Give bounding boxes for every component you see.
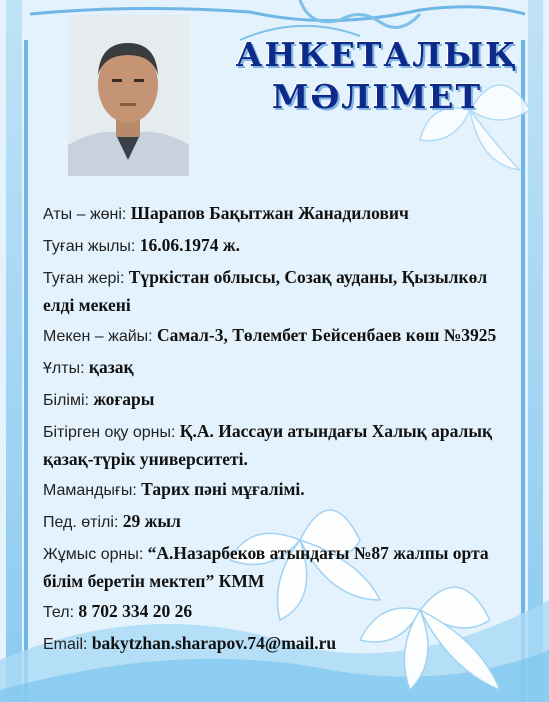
field-value: жоғары xyxy=(93,389,155,409)
field-value: Шарапов Бақытжан Жанадилович xyxy=(130,203,409,223)
field-education xyxy=(43,386,515,414)
field-address xyxy=(43,322,515,350)
field-value: 8 702 334 20 26 xyxy=(78,601,193,621)
field-value: Түркістан облысы, Созақ ауданы, Қызылкөл елді мекені xyxy=(43,267,488,315)
field-label: Пед. өтілі: xyxy=(43,514,119,531)
field-teaching-experience xyxy=(43,508,515,536)
field-email xyxy=(43,630,515,658)
field-label: Туған жері: xyxy=(43,270,125,287)
title-line-2: МӘЛІМЕТ xyxy=(271,77,483,116)
field-label: Аты – жөні: xyxy=(43,206,127,223)
profile-fields xyxy=(43,200,515,662)
field-label: Мамандығы: xyxy=(43,482,137,499)
field-birth-place xyxy=(43,264,515,318)
profile-photo xyxy=(68,15,189,176)
title-line-1: АНКЕТАЛЫҚ xyxy=(235,35,519,74)
field-label: Жұмыс орны: xyxy=(43,546,144,563)
field-value: Қ.А. Иассауи атындағы Халық аралық қазақ-түрік университеті. xyxy=(43,421,493,469)
field-value: Самал-3, Төлембет Бейсенбаев көш №3925 xyxy=(156,325,497,345)
field-label: Email: xyxy=(43,636,88,653)
field-label: Білімі: xyxy=(43,392,89,409)
field-label: Ұлты: xyxy=(43,360,85,377)
field-workplace xyxy=(43,540,515,594)
field-value: bakytzhan.sharapov.74@mail.ru xyxy=(91,633,337,653)
field-label: Мекен – жайы: xyxy=(43,328,153,345)
field-value: “А.Назарбеков атындағы №87 жалпы орта білім беретін мектеп” КММ xyxy=(43,543,489,591)
field-graduated-from xyxy=(43,418,515,472)
field-full-name xyxy=(43,200,515,228)
field-phone xyxy=(43,598,515,626)
field-nationality xyxy=(43,354,515,382)
field-label: Туған жылы: xyxy=(43,238,136,255)
field-value: қазақ xyxy=(88,357,134,377)
portrait-illustration xyxy=(68,15,189,176)
field-label: Бітірген оқу орны: xyxy=(43,424,176,441)
field-value: 29 жыл xyxy=(122,511,181,531)
field-specialty xyxy=(43,476,515,504)
field-birth-year xyxy=(43,232,515,260)
field-value: 16.06.1974 ж. xyxy=(139,235,240,255)
field-value: Тарих пәні мұғалімі. xyxy=(141,479,305,499)
page-title xyxy=(222,34,532,118)
field-label: Тел: xyxy=(43,604,75,621)
